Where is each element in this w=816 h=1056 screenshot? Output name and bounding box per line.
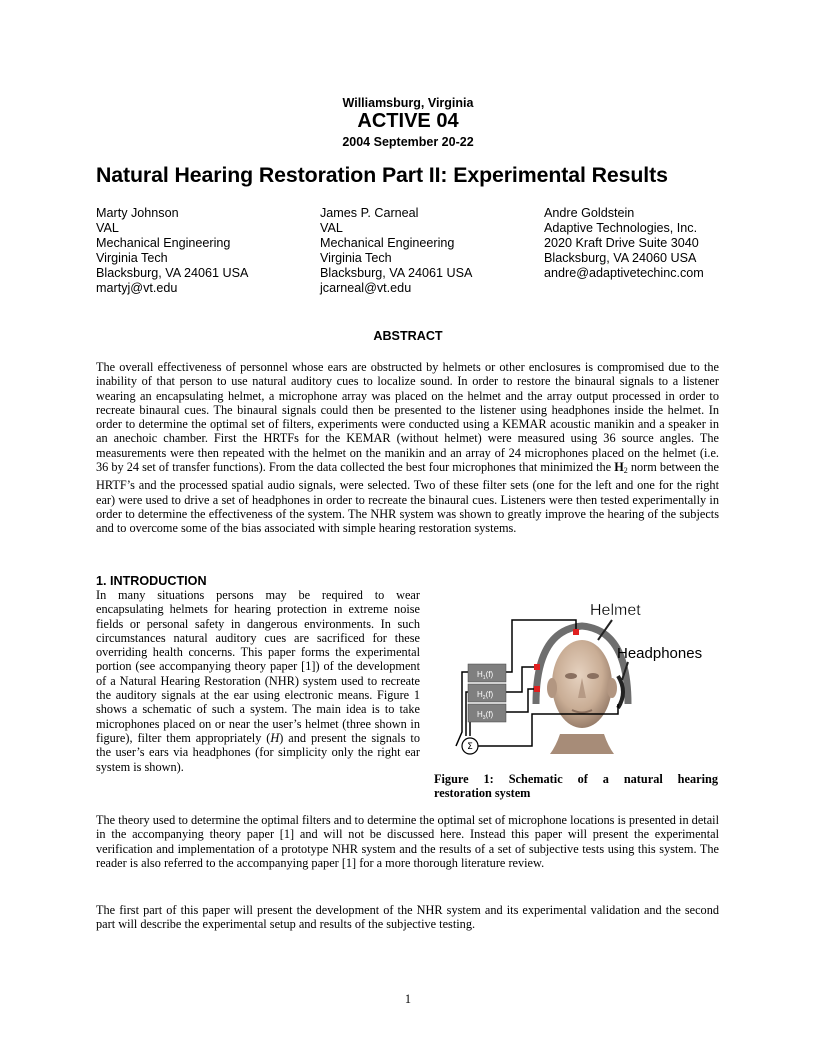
author-department: Mechanical Engineering (320, 236, 455, 250)
conference-name: ACTIVE 04 (357, 110, 459, 132)
author-affiliation: VAL (320, 221, 343, 235)
author-block (544, 206, 754, 281)
filter-argument: (f) (485, 690, 494, 699)
author-department: Mechanical Engineering (96, 236, 231, 250)
abstract-heading: ABSTRACT (373, 329, 443, 343)
paper-title: Natural Hearing Restoration Part II: Experimental Results (96, 163, 668, 187)
introduction-paragraph: The theory used to determine the optimal filters and to determine the optimal set of microphone locations is presented in detail in the accompanying theory paper [1] and will not be discussed here. Instead this paper will present the experimental verification and implementation of a prototype NHR system and the results of a set of subjective tests using this system. The reader is also referred to the accompanying paper [1] for a more thorough literature review. (96, 813, 719, 870)
author-email[interactable]: martyj@vt.edu (96, 281, 178, 295)
manikin-head (547, 640, 617, 754)
norm-subscript: 2 (623, 466, 628, 476)
figure-caption (434, 772, 718, 801)
author-affiliation: Adaptive Technologies, Inc. (544, 221, 698, 235)
abstract-text (96, 360, 719, 536)
introduction-paragraph (96, 588, 420, 774)
filter-name: H (477, 670, 483, 679)
conference-date: 2004 September 20-22 (342, 135, 474, 149)
filter-subscript: 2 (482, 695, 486, 701)
sum-symbol: Σ (467, 742, 473, 752)
author-name: Marty Johnson (96, 206, 179, 220)
author-name: James P. Carneal (320, 206, 419, 220)
headphone (618, 676, 623, 708)
author-institution: Virginia Tech (320, 251, 392, 265)
abstract-text-part: norm between the HRTF’s and the processed spatial audio signals, were selected. Two of these filter sets (one for the left and one for the right ear) were used to drive a set of headphones in order to recreate the binaural cues. Listeners were then tested experimentally in order to determine the effectiveness of the system. The NHR system was shown to greatly improve the hearing of the subjects and to overcome some of the bias associated with simple hearing restoration systems. (96, 460, 719, 536)
page-number: 1 (404, 992, 412, 1006)
filter-subscript: 3 (482, 715, 486, 721)
nhr-schematic-figure (432, 596, 718, 772)
author-block (96, 206, 306, 296)
author-email[interactable]: andre@adaptivetechinc.com (544, 266, 704, 280)
author-address-line1: 2020 Kraft Drive Suite 3040 (544, 236, 699, 250)
author-address-line2: Blacksburg, VA 24060 USA (544, 251, 697, 265)
author-address: Blacksburg, VA 24061 USA (320, 266, 473, 280)
author-name: Andre Goldstein (544, 206, 635, 220)
headphones-label: Headphones (617, 645, 703, 662)
filter-argument: (f) (485, 670, 494, 679)
caption-line: restoration system (434, 786, 531, 801)
introduction-paragraph: The first part of this paper will present the development of the NHR system and its experimental validation and the second part will describe the experimental setup and results of the subjective testing. (96, 903, 719, 932)
conference-location: Williamsburg, Virginia (342, 96, 474, 110)
helmet-label: Helmet (590, 602, 641, 619)
microphone-icon (534, 664, 540, 670)
microphone-icon (534, 686, 540, 692)
paragraph-text: ) and present the signals to the user’s ears via headphones (for simplicity only the right ear system is shown). (96, 730, 420, 774)
author-block (320, 206, 530, 296)
author-email[interactable]: jcarneal@vt.edu (320, 281, 412, 295)
paragraph-text: In many situations persons may be required to wear encapsulating helmets for hearing protection in extreme noise fields or personal safety in dangerous environments. In such circumstances natural auditory cues are sacrificed for these overriding health concerns. This paper forms the experimental portion (see accompanying theory paper [1]) of the development of a Natural Hearing Restoration (NHR) system used to recreate the auditory signals at the ear using electronic means. Figure 1 shows a schematic of such a system. The main idea is to take microphones placed on or near the user’s helmet (three shown in figure), filter them appropriately ( (96, 588, 420, 745)
filter-argument: (f) (485, 710, 494, 719)
filter-subscript: 1 (482, 675, 486, 681)
abstract-text-part: The overall effectiveness of personnel whose ears are obstructed by helmets or other enclosures is compromised due to the inability of that person to use natural auditory cues to localize sound. In order to restore the binaural signals to a listener wearing an encapsulating helmet, a microphone array was placed on the helmet and the array output processed in order to recreate binaural cues. The binaural signals could then be presented to the listener using headphones inside the helmet. In order to determine the optimal set of filters, experiments were conducted using a KEMAR acoustic manikin and a speaker in an anechoic chamber. First the HRTFs for the KEMAR (without helmet) were measured using 36 source angles. The measurements were then repeated with the helmet on the manikin and an array of 24 microphones placed on the helmet (i.e. 36 by 24 set of transfer functions). From the data collected the best four microphones that minimized the (96, 360, 719, 475)
author-institution: Virginia Tech (96, 251, 168, 265)
author-address: Blacksburg, VA 24061 USA (96, 266, 249, 280)
author-affiliation: VAL (96, 221, 119, 235)
caption-line: Figure 1: Schematic of a natural hearing (434, 772, 718, 786)
microphone-icon (573, 629, 579, 635)
filter-name: H (477, 690, 483, 699)
norm-symbol: H (614, 460, 624, 475)
introduction-heading: 1. INTRODUCTION (96, 574, 207, 588)
filter-name: H (477, 710, 483, 719)
filter-symbol: H (270, 730, 280, 745)
